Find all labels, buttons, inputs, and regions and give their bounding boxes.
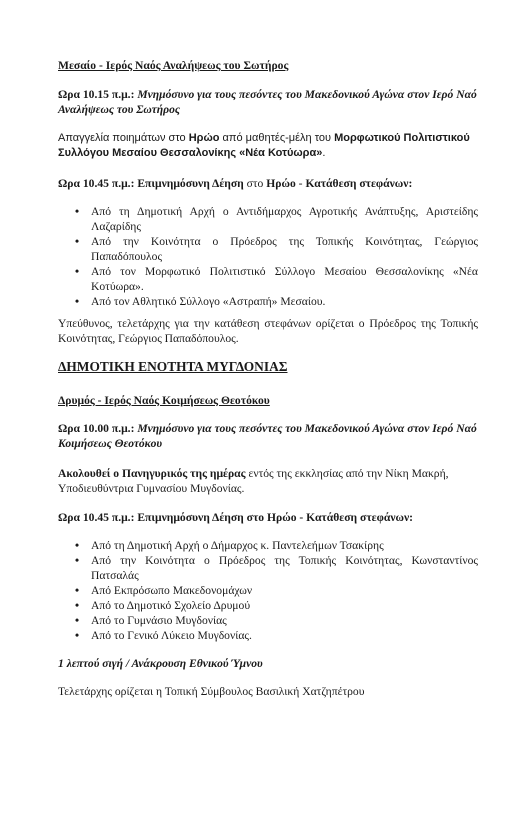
bullet-icon: • — [75, 554, 80, 567]
list-item — [58, 553, 478, 583]
memorial-paragraph-mesaio — [58, 87, 478, 117]
wreath-bold-2: Ηρώο — [266, 177, 296, 190]
list-item-text: Από τον Μορφωτικό Πολιτιστικό Σύλλογο Μεσαίου Θεσσαλονίκης «Νέα Κοτύωρα». — [91, 265, 478, 293]
speech-bold: Ακολουθεί ο Πανηγυρικός της ημέρας — [58, 467, 246, 480]
memorial-paragraph-drymos — [58, 421, 478, 451]
speech-paragraph — [58, 466, 478, 496]
memorial-time: Ωρα 10.00 π.μ.: — [58, 422, 135, 435]
bullet-icon: • — [75, 235, 80, 248]
bullet-icon: • — [75, 295, 80, 308]
wreath-bold-1: Ωρα 10.45 π.μ.: Επιμνημόσυνη Δέηση — [58, 177, 244, 190]
list-item — [58, 538, 478, 553]
list-item-text: Από το Δημοτικό Σχολείο Δρυμού — [91, 599, 251, 612]
recital-text-1: Απαγγελία ποιημάτων στο — [58, 132, 189, 144]
wreath-bold-3: Κατάθεση στεφάνων: — [305, 177, 413, 190]
wreath-text-2: - — [295, 177, 306, 190]
wreath-heading-drymos: Ωρα 10.45 π.μ.: Επιμνημόσυνη Δέηση στο Ηρώο - Κατάθεση στεφάνων: — [58, 511, 414, 524]
wreath-text-1: στο — [243, 177, 267, 190]
recital-bold-1: Ηρώο — [188, 132, 220, 144]
wreath-heading-mesaio — [58, 176, 478, 191]
venue-heading-drymos: Δρυμός - Ιερός Ναός Κοιμήσεως Θεοτόκου — [58, 394, 270, 407]
list-item — [58, 234, 478, 264]
bullet-icon: • — [75, 629, 80, 642]
list-item-text: Από το Γενικό Λύκειο Μυγδονίας. — [91, 629, 252, 642]
bullet-icon: • — [75, 265, 80, 278]
recital-text-2: από μαθητές-μέλη του — [219, 132, 335, 144]
memorial-text: Μνημόσυνο για τους πεσόντες του Μακεδονικού Αγώνα στον Ιερό Ναό Κοιμήσεως Θεοτόκου — [58, 422, 477, 450]
master-of-ceremonies-line: Τελετάρχης ορίζεται η Τοπική Σύμβουλος Βασιλική Χατζηπέτρου — [58, 685, 365, 698]
speech-text: εντός της εκκλησίας από την Νίκη Μακρή, Υποδιευθύντρια Γυμνασίου Μυγδονίας. — [58, 467, 449, 495]
responsible-paragraph: Υπεύθυνος, τελετάρχης για την κατάθεση στεφάνων ορίζεται ο Πρόεδρος της Τοπικής Κοινότητας, Γεώργιος Παπαδόπουλος. — [58, 317, 478, 345]
bullet-icon: • — [75, 599, 80, 612]
list-item-text: Από το Γυμνάσιο Μυγδονίας — [91, 614, 227, 627]
section-title-mygdonia: ΔΗΜΟΤΙΚΗ ΕΝΟΤΗΤΑ ΜΥΓΔΟΝΙΑΣ — [58, 359, 288, 374]
list-item — [58, 598, 478, 613]
list-item — [58, 294, 478, 309]
bullet-icon: • — [75, 614, 80, 627]
wreath-list-drymos — [58, 538, 478, 643]
recital-bold-2: Μορφωτικού Πολιτιστικού Συλλόγου Μεσαίου Θεσσαλονίκης «Νέα Κοτύωρα» — [58, 132, 470, 159]
list-item — [58, 628, 478, 643]
list-item — [58, 204, 478, 234]
list-item-text: Από τον Αθλητικό Σύλλογο «Αστραπή» Μεσαίου. — [91, 295, 326, 308]
wreath-list-mesaio — [58, 204, 478, 309]
venue-heading-mesaio: Μεσαίο - Ιερός Ναός Αναλήψεως του Σωτήρος — [58, 59, 289, 72]
list-item-text: Από τη Δημοτική Αρχή ο Αντιδήμαρχος Αγροτικής Ανάπτυξης, Αριστείδης Λαζαρίδης — [91, 205, 478, 233]
list-item — [58, 613, 478, 628]
list-item — [58, 583, 478, 598]
bullet-icon: • — [75, 539, 80, 552]
memorial-text: Μνημόσυνο για τους πεσόντες του Μακεδονικού Αγώνα στον Ιερό Ναό Αναλήψεως του Σωτήρος — [58, 88, 477, 116]
bullet-icon: • — [75, 205, 80, 218]
list-item-text: Από τη Δημοτική Αρχή ο Δήμαρχος κ. Παντελεήμων Τσακίρης — [91, 539, 384, 552]
list-item — [58, 264, 478, 294]
list-item-text: Από την Κοινότητα ο Πρόεδρος της Τοπικής Κοινότητας, Γεώργιος Παπαδόπουλος — [91, 235, 478, 263]
silence-line: 1 λεπτού σιγή / Ανάκρουση Εθνικού Ύμνου — [58, 657, 263, 670]
list-item-text: Από την Κοινότητα ο Πρόεδρος της Τοπικής Κοινότητας, Κωνσταντίνος Πατσαλάς — [91, 554, 478, 582]
recital-paragraph — [58, 131, 478, 161]
memorial-time: Ωρα 10.15 π.μ.: — [58, 88, 135, 101]
bullet-icon: • — [75, 584, 80, 597]
recital-text-3: . — [322, 147, 326, 159]
list-item-text: Από Εκπρόσωπο Μακεδονομάχων — [91, 584, 253, 597]
